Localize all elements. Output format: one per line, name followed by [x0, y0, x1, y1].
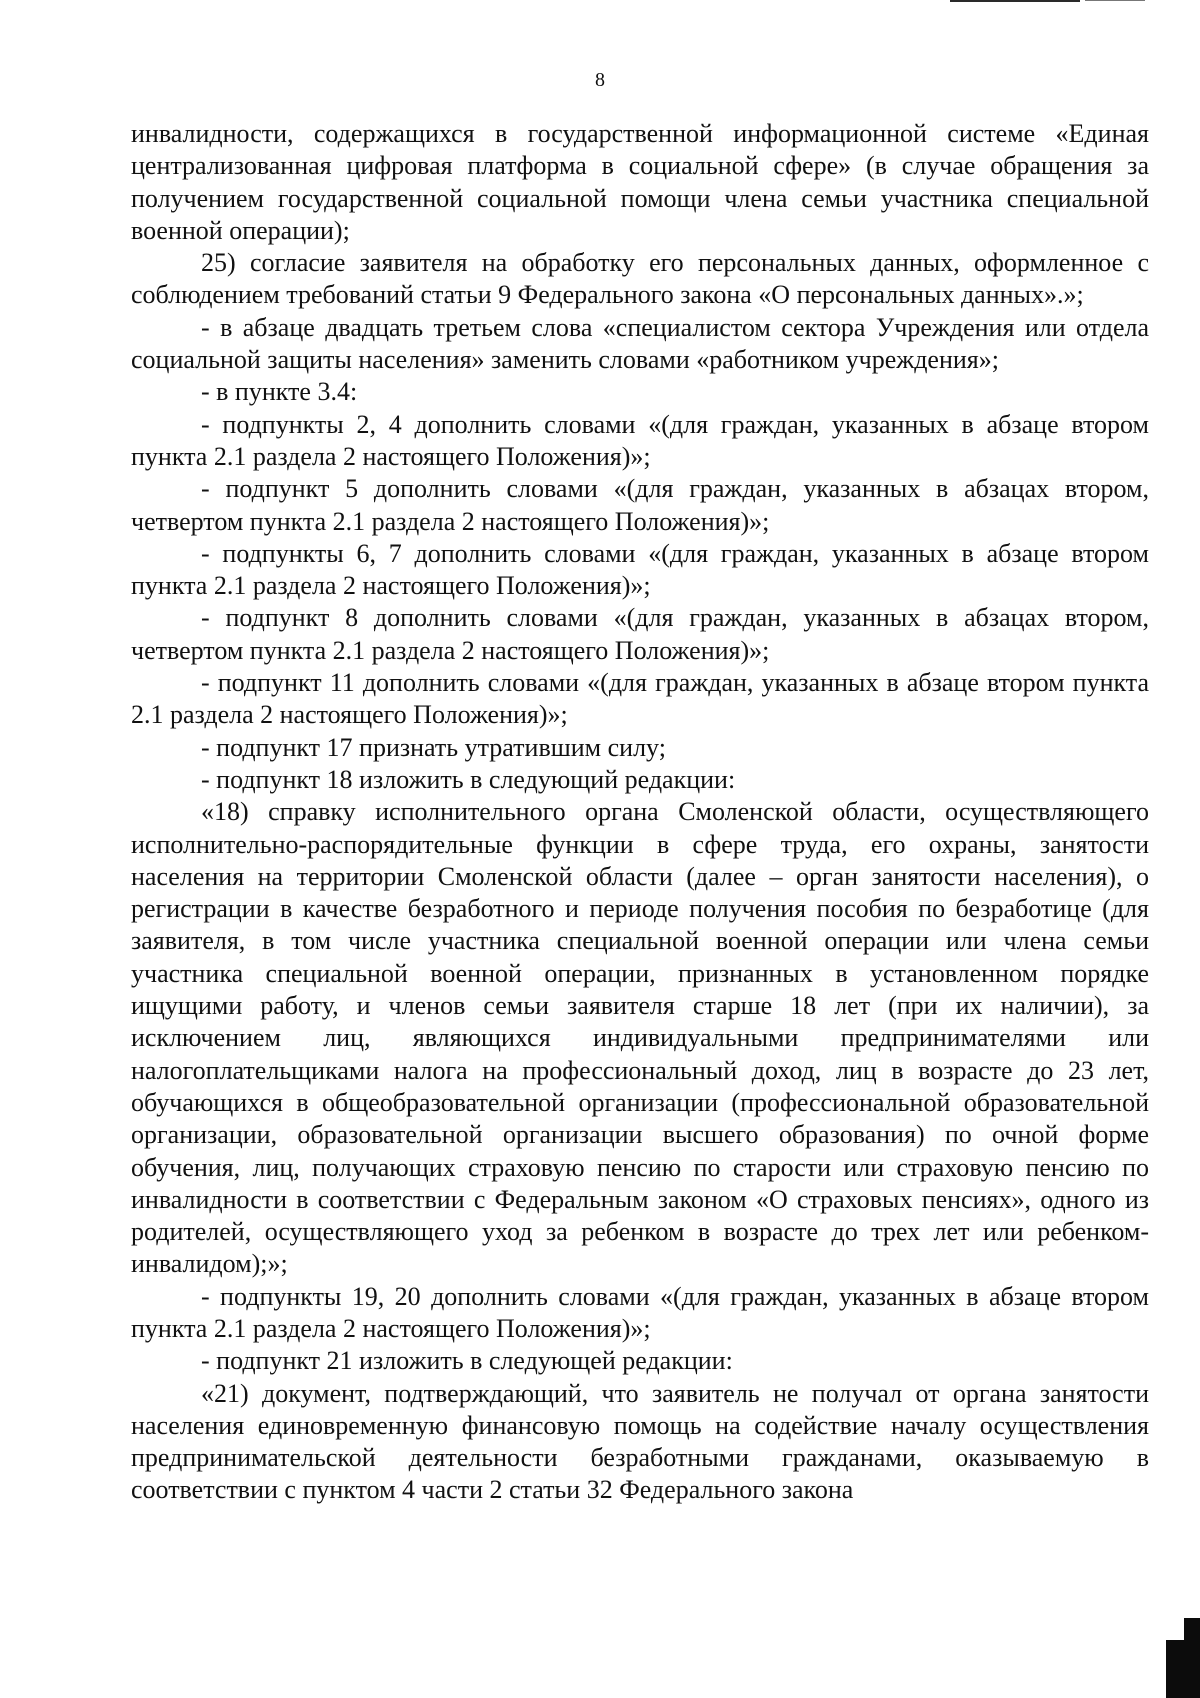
page-number: 8 [595, 69, 605, 91]
paragraph-abzac-23: - в абзаце двадцать третьем слова «специалистом сектора Учреждения или отдела социальной защиты населения» заменить словами «работником учреждения»; [131, 312, 1149, 375]
paragraph-subitem-18-text: «18) справку исполнительного органа Смоленской области, осуществляющего исполнительно-распорядительные функции в сфере труда, его охраны, занятости населения на территории Смоленской области (далее – орган занятости населения), о регистрации в качестве безработного и периоде получения пособия по безработице (для заявителя, в том числе участника специальной военной операции или члена семьи участника специальной военной операции, признанных в установленном порядке ищущими работу, и членов семьи заявителя старше 18 лет (при их наличии), за исключением лиц, являющихся индивидуальными предпринимателями или налогоплательщиками налога на профессиональный доход, лиц в возрасте до 23 лет, обучающихся в общеобразовательной организации (профессиональной образовательной организации, образовательной организации высшего образования) по очной форме обучения, лиц, получающих страховую пенсию по старости или страховую пенсию по инвалидности в соответствии с Федеральным законом «О страховых пенсиях», одного из родителей, осуществляющего уход за ребенком в возрасте до трех лет или ребенком-инвалидом);»; [131, 797, 1149, 1279]
paragraph-subitems-2-4: - подпункты 2, 4 дополнить словами «(для граждан, указанных в абзаце втором пункта 2.1 раздела 2 настоящего Положения)»; [131, 409, 1149, 471]
document-body [131, 118, 1149, 1507]
paragraph-subitem-8: - подпункт 8 дополнить словами «(для граждан, указанных в абзацах втором, четвертом пункта 2.1 раздела 2 настоящего Положения)»; [131, 603, 1149, 665]
paragraph-subitem-5: - подпункт 5 дополнить словами «(для граждан, указанных в абзацах втором, четвертом пункта 2.1 раздела 2 настоящего Положения)»; [131, 474, 1149, 536]
paragraph-point-3-4: - в пункте 3.4: [201, 377, 358, 407]
paragraph-subitems-19-20: - подпункты 19, 20 дополнить словами «(для граждан, указанных в абзаце втором пункта 2.1 раздела 2 настоящего Положения)»; [131, 1281, 1149, 1343]
paragraph-disability-info: инвалидности, содержащихся в государственной информационной системе «Единая централизованная цифровая платформа в социальной сфере» (в случае обращения за получением государственной социальной помощи члена семьи участника специальной военной операции); [131, 119, 1149, 245]
paragraph-subitem-11: - подпункт 11 дополнить словами «(для граждан, указанных в абзаце втором пункта 2.1 раздела 2 настоящего Положения)»; [131, 668, 1149, 730]
paragraph-subitem-21-text: «21) документ, подтверждающий, что заявитель не получал от органа занятости населения единовременную финансовую помощь на содействие началу осуществления предпринимательской деятельности безработными гражданами, оказываемую в соответствии с пунктом 4 части 2 статьи 32 Федерального закона [131, 1378, 1149, 1505]
paragraph-subitem-18-intro: - подпункт 18 изложить в следующий редакции: [201, 764, 736, 794]
paragraph-item-25-consent: 25) согласие заявителя на обработку его персональных данных, оформленное с соблюдением требований статьи 9 Федерального закона «О персональных данных».»; [131, 248, 1149, 310]
scan-artifact-top-faint [1085, 0, 1145, 1]
scan-artifact-right-notch [1184, 1618, 1200, 1640]
scan-artifact-right-edge [1166, 1640, 1200, 1698]
paragraph-subitem-17: - подпункт 17 признать утратившим силу; [201, 732, 666, 762]
scan-artifact-top [950, 0, 1080, 2]
paragraph-subitem-21-intro: - подпункт 21 изложить в следующей редакции: [201, 1346, 733, 1376]
paragraph-subitems-6-7: - подпункты 6, 7 дополнить словами «(для граждан, указанных в абзаце втором пункта 2.1 раздела 2 настоящего Положения)»; [131, 538, 1149, 601]
